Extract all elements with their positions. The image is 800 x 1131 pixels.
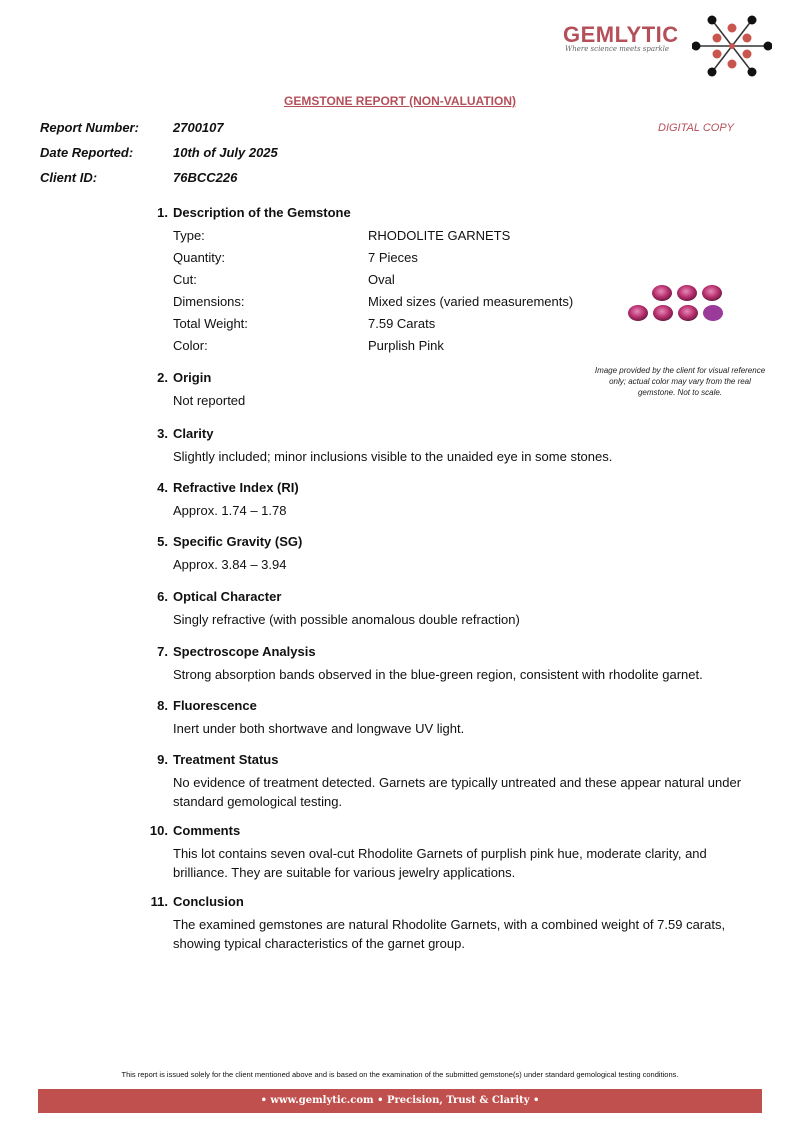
brand-name: GEMLYTIC — [563, 22, 679, 47]
report-number-value: 2700107 — [173, 120, 224, 135]
detail-label: Type: — [173, 228, 205, 243]
date-reported-value: 10th of July 2025 — [173, 145, 278, 160]
section-text: Inert under both shortwave and longwave UV light. — [173, 721, 465, 736]
detail-label: Color: — [173, 338, 208, 353]
footer-bar: • www.gemlytic.com • Precision, Trust & Clarity • — [38, 1089, 762, 1113]
section-number: 4. — [157, 480, 168, 495]
detail-row — [173, 336, 673, 358]
section-number: 3. — [157, 426, 168, 441]
section-title: Clarity — [173, 426, 214, 441]
section-text: Singly refractive (with possible anomalous double refraction) — [173, 612, 520, 627]
client-id-label: Client ID: — [40, 170, 98, 185]
client-id-value: 76BCC226 — [173, 170, 238, 185]
detail-label: Quantity: — [173, 250, 226, 265]
section-number: 1. — [157, 205, 168, 220]
section-text: No evidence of treatment detected. Garnets are typically untreated and these appear natural under standard gemological testing. — [173, 775, 742, 809]
section-number: 11. — [150, 894, 168, 909]
gemstone-image — [620, 282, 750, 326]
footer-note: This report is issued solely for the client mentioned above and is based on the examination of the submitted gemstone(s) under standard gemological testing conditions. — [121, 1070, 679, 1079]
detail-row — [173, 292, 673, 314]
section-text: Approx. 1.74 – 1.78 — [173, 503, 287, 518]
section-number: 5. — [157, 534, 168, 549]
section-number: 6. — [157, 589, 168, 604]
detail-value: RHODOLITE GARNETS — [368, 228, 511, 243]
detail-value: 7 Pieces — [368, 250, 418, 265]
section-title: Comments — [173, 823, 241, 838]
section-title: Refractive Index (RI) — [173, 480, 299, 495]
section-title: Optical Character — [173, 589, 282, 604]
detail-value: Purplish Pink — [368, 338, 444, 353]
detail-label: Cut: — [173, 272, 197, 287]
section-text: Not reported — [173, 393, 246, 408]
section-title: Specific Gravity (SG) — [173, 534, 303, 549]
detail-label: Dimensions: — [173, 294, 245, 309]
report-title: GEMSTONE REPORT (NON-VALUATION) — [284, 94, 516, 108]
section-number: 7. — [157, 644, 168, 659]
section-text: Approx. 3.84 – 3.94 — [173, 557, 287, 572]
section-number: 8. — [157, 698, 168, 713]
section-title: Treatment Status — [173, 752, 279, 767]
section-text: Slightly included; minor inclusions visible to the unaided eye in some stones. — [173, 449, 613, 464]
date-reported-label: Date Reported: — [40, 145, 134, 160]
image-caption: Image provided by the client for visual reference only; actual color may vary from the real gemstone. Not to scale. — [594, 366, 766, 397]
detail-value: 7.59 Carats — [368, 316, 436, 331]
section-title: Spectroscope Analysis — [173, 644, 316, 659]
section-title: Origin — [173, 370, 212, 385]
detail-value: Oval — [368, 272, 395, 287]
report-number-label: Report Number: — [40, 120, 139, 135]
section-number: 10. — [149, 823, 168, 838]
section-title: Conclusion — [173, 894, 244, 909]
digital-copy-label: DIGITAL COPY — [658, 122, 735, 134]
detail-value: Mixed sizes (varied measurements) — [368, 294, 574, 309]
section-text: This lot contains seven oval-cut Rhodolite Garnets of purplish pink hue, moderate clarity, and brilliance. They are suitable for various jewelry applications. — [173, 846, 707, 880]
section-title: Fluorescence — [173, 698, 257, 713]
logo-icon — [692, 14, 772, 78]
section-number: 9. — [157, 752, 168, 767]
section-text: Strong absorption bands observed in the blue-green region, consistent with rhodolite garnet. — [173, 667, 703, 682]
detail-row — [173, 270, 673, 292]
detail-row — [173, 314, 673, 336]
detail-row — [173, 248, 673, 270]
detail-row — [173, 226, 673, 248]
section-text: The examined gemstones are natural Rhodolite Garnets, with a combined weight of 7.59 carats, showing typical characteristics of the garnet group. — [173, 917, 726, 951]
section-title: Description of the Gemstone — [173, 205, 351, 220]
section-number: 2. — [157, 370, 168, 385]
brand-tagline: Where science meets sparkle — [565, 45, 670, 53]
detail-label: Total Weight: — [173, 316, 248, 331]
